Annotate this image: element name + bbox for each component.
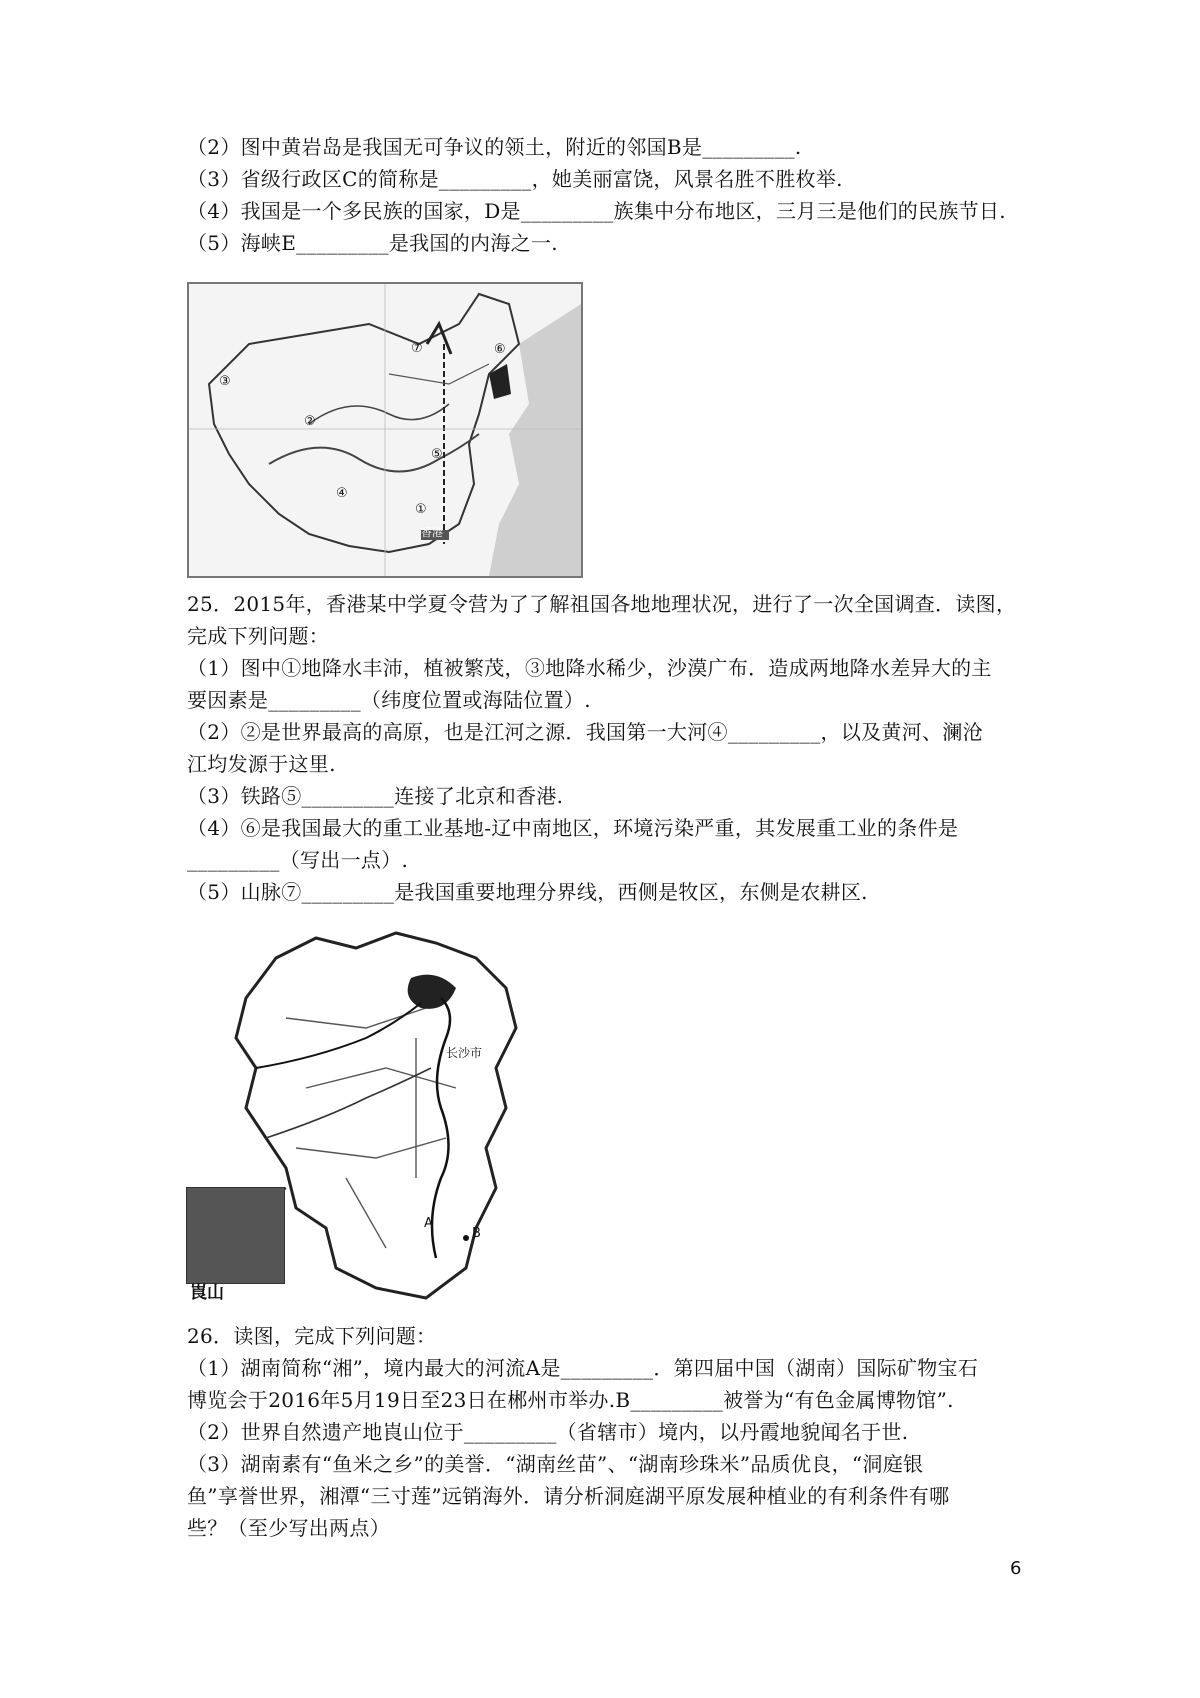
q25-line-5: （2）②是世界最高的高原，也是江河之源．我国第一大河④_________，以及黄河、澜沧 [187, 720, 983, 744]
map1-label-3: ③ [219, 374, 231, 389]
q26-line-5: （3）湖南素有“鱼米之乡”的美誉．“湖南丝苗”、“湖南珍珠米”品质优良，“洞庭银 [187, 1452, 924, 1476]
q26-line-7: 些？（至少写出两点） [187, 1516, 390, 1540]
q25-line-6: 江均发源于这里. [187, 752, 336, 776]
langshan-caption: 崀山 [190, 1283, 224, 1303]
q24-line-5: （5）海峡E_________是我国的内海之一. [187, 231, 558, 255]
china-map-drawing [189, 284, 581, 576]
map2-label-changsha: 长沙市 [446, 1046, 483, 1060]
q25-line-2: 完成下列问题： [187, 624, 330, 648]
langshan-photo [186, 1187, 285, 1284]
q24-line-2: （2）图中黄岩岛是我国无可争议的领土，附近的邻国B是_________. [187, 135, 802, 159]
q26-line-2: （1）湖南简称“湘”，境内最大的河流A是_________．第四届中国（湖南）国际矿物宝石 [187, 1356, 979, 1380]
map1-label-2: ② [304, 414, 316, 429]
q25-line-1: 25．2015年，香港某中学夏令营为了了解祖国各地地理状况，进行了一次全国调查．读图， [187, 592, 1017, 616]
map2-label-b: B [472, 1226, 481, 1241]
q26-line-1: 26．读图，完成下列问题： [187, 1324, 437, 1348]
map2-label-a: A [424, 1216, 433, 1231]
map1-hong-kong-label: 香港 [421, 526, 443, 539]
q26-line-6: 鱼”享誉世界，湘潭“三寸莲”远销海外．请分析洞庭湖平原发展种植业的有利条件有哪 [187, 1484, 950, 1508]
map1-label-1: ① [415, 502, 427, 517]
q25-line-9: _________（写出一点）. [187, 848, 409, 872]
map1-label-7: ⑦ [411, 341, 423, 356]
map1-label-6: ⑥ [494, 342, 506, 357]
q26-line-4: （2）世界自然遗产地崀山位于_________（省辖市）境内，以丹霞地貌闻名于世. [187, 1420, 909, 1444]
q24-line-3: （3）省级行政区C的简称是_________，她美丽富饶，风景名胜不胜枚举. [187, 167, 843, 191]
q25-line-4: 要因素是_________（纬度位置或海陆位置）. [187, 688, 591, 712]
q24-line-4: （4）我国是一个多民族的国家，D是_________族集中分布地区，三月三是他们的民族节日. [187, 199, 1006, 223]
map1-label-5: ⑤ [431, 447, 443, 462]
q25-line-10: （5）山脉⑦_________是我国重要地理分界线，西侧是牧区，东侧是农耕区. [187, 880, 868, 904]
q25-line-3: （1）图中①地降水丰沛，植被繁茂，③地降水稀少，沙漠广布．造成两地降水差异大的主 [187, 656, 992, 680]
map1-label-4: ④ [336, 486, 348, 501]
q25-line-7: （3）铁路⑤_________连接了北京和香港. [187, 784, 564, 808]
q25-line-8: （4）⑥是我国最大的重工业基地-辽中南地区，环境污染严重，其发展重工业的条件是 [187, 816, 959, 840]
q26-line-3: 博览会于2016年5月19日至23日在郴州市举办.B_________被誉为“有色金属博物馆”. [187, 1388, 954, 1412]
page-number: 6 [1010, 1558, 1022, 1579]
china-map [187, 282, 583, 578]
